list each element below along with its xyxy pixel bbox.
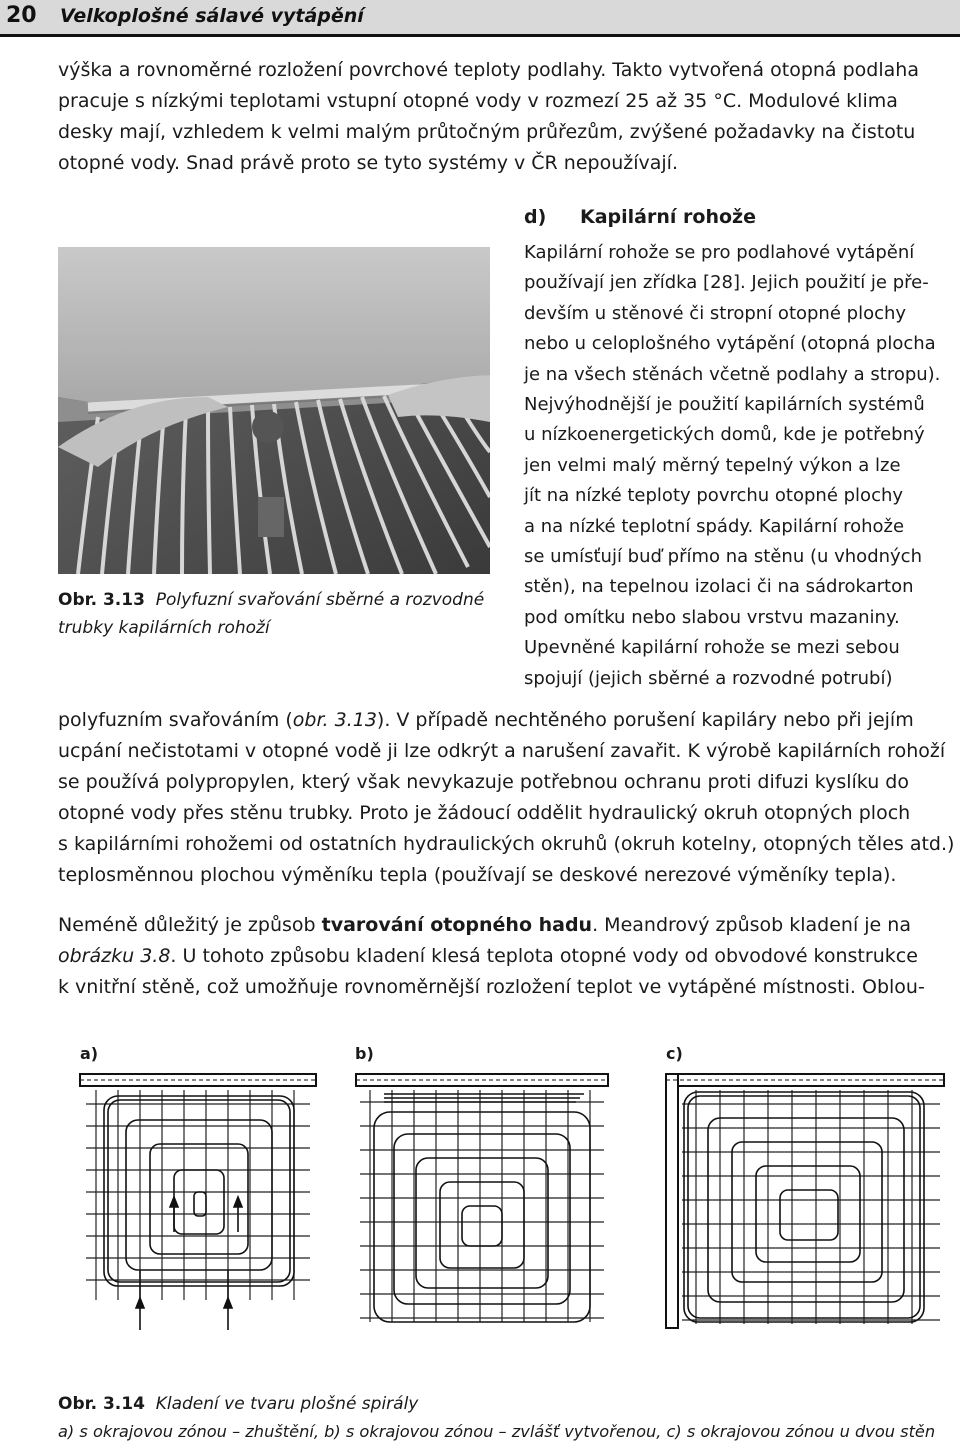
capillary-paragraph [58,705,956,891]
figure-reference: obrázku 3.8 [58,945,171,967]
text-line: stěn), na tepelnou izolaci či na sádrokarton [524,576,914,598]
page-number: 20 [6,3,37,28]
text-line: výška a rovnoměrné rozložení povrchové teploty podlahy. Takto vytvořená otopná podlaha [58,59,919,81]
header-rule [0,34,960,37]
caption-text: Kladení ve tvaru plošné spirály [155,1394,419,1414]
section-d-text [524,238,956,694]
text-line: pracuje s nízkými teplotami vstupní otopné vody v rozmezí 25 až 35 °C. Modulové klima [58,90,898,112]
text-line: k vnitřní stěně, což umožňuje rovnoměrnější rozložení teplot ve vytápěné místnosti. Oblou- [58,976,925,998]
caption-text: Polyfuzní svařování sběrné a rozvodné [155,590,485,610]
section-title: Kapilární rohože [580,206,756,228]
text-line: ucpání nečistotami v otopné vodě ji lze odkrýt a narušení zavařit. K výrobě kapilárních rohoží [58,740,946,762]
section-heading [524,206,756,228]
text-line: Kapilární rohože se pro podlahové vytápění [524,242,915,263]
text-span: . Meandrový způsob kladení je na [592,914,911,936]
figure-reference: obr. 3.13 [292,709,377,731]
welding-photo [58,247,490,574]
text-span: polyfuzním svařováním ( [58,709,293,731]
shape-paragraph [58,910,956,1003]
text-line: otopné vody. Snad právě proto se tyto systémy v ČR nepoužívají. [58,152,678,174]
diagram-a [78,1072,318,1330]
text-line: jen velmi malý měrný tepelný výkon a lze [524,454,901,476]
text-line: s kapilárními rohožemi od ostatních hydraulických okruhů (okruh kotelny, otopných těles atd.) [58,833,955,855]
caption-text: trubky kapilárních rohoží [58,618,270,638]
text-line: desky mají, vzhledem k velmi malým průtočným průřezům, zvýšené požadavky na čistotu [58,121,916,143]
text-line: nebo u celoplošného vytápění (otopná plocha [524,333,936,355]
chapter-title: Velkoplošné sálavé vytápění [60,5,364,27]
text-span: ). V případě nechtěného porušení kapiláry nebo při jejím [376,709,914,731]
text-line: spojují (jejich sběrné a rozvodné potrubí) [524,667,893,689]
text-line: se umísťují buď přímo na stěnu (u vhodných [524,546,922,568]
text-line [58,705,956,736]
diagram-c-label: c) [666,1044,683,1063]
text-line: Nejvýhodnější je použití kapilárních systémů [524,394,925,416]
text-span: . U tohoto způsobu kladení klesá teplota otopné vody od obvodové konstrukce [170,945,918,967]
text-line: teplosměnnou plochou výměníku tepla (používají se deskové nerezové výměníky tepla). [58,864,897,886]
text-line: se používá polypropylen, který však nevykazuje potřebnou ochranu proti difuzi kyslíku do [58,771,909,793]
text-line: je na všech stěnách včetně podlahy a stropu). [524,363,941,385]
figure-314-caption [58,1390,935,1446]
text-line: jít na nízké teploty povrchu otopné plochy [524,485,904,507]
text-line [58,941,956,972]
text-line: pod omítku nebo slabou vrstvu mazaniny. [524,606,900,628]
diagram-b-label: b) [355,1044,374,1063]
figure-label: Obr. 3.14 [58,1394,145,1414]
figure-label: Obr. 3.13 [58,590,145,610]
diagram-b [354,1072,610,1330]
figure-313-caption [58,586,484,642]
text-line: používají jen zřídka [28]. Jejich použití je pře- [524,272,929,294]
diagram-a-label: a) [80,1044,99,1063]
text-span: Neméně důležitý je způsob [58,914,322,936]
diagram-c [664,1072,946,1330]
text-line: Upevněné kapilární rohože se mezi sebou [524,637,900,659]
intro-paragraph [58,55,956,179]
section-label: d) [524,206,547,228]
running-header [0,0,960,38]
caption-text: a) s okrajovou zónou – zhuštění, b) s okrajovou zónou – zvlášť vytvořenou, c) s okrajovou zónou u dvou stěn [58,1422,936,1441]
text-line: otopné vody přes stěnu trubky. Proto je žádoucí oddělit hydraulický okruh otopných ploch [58,802,911,824]
text-line [58,910,956,941]
text-line: u nízkoenergetických domů, kde je potřebný [524,424,925,446]
emphasis-text: tvarování otopného hadu [321,914,593,936]
text-line: a na nízké teplotní spády. Kapilární rohože [524,515,905,537]
text-line: devším u stěnové či stropní otopné plochy [524,302,907,324]
